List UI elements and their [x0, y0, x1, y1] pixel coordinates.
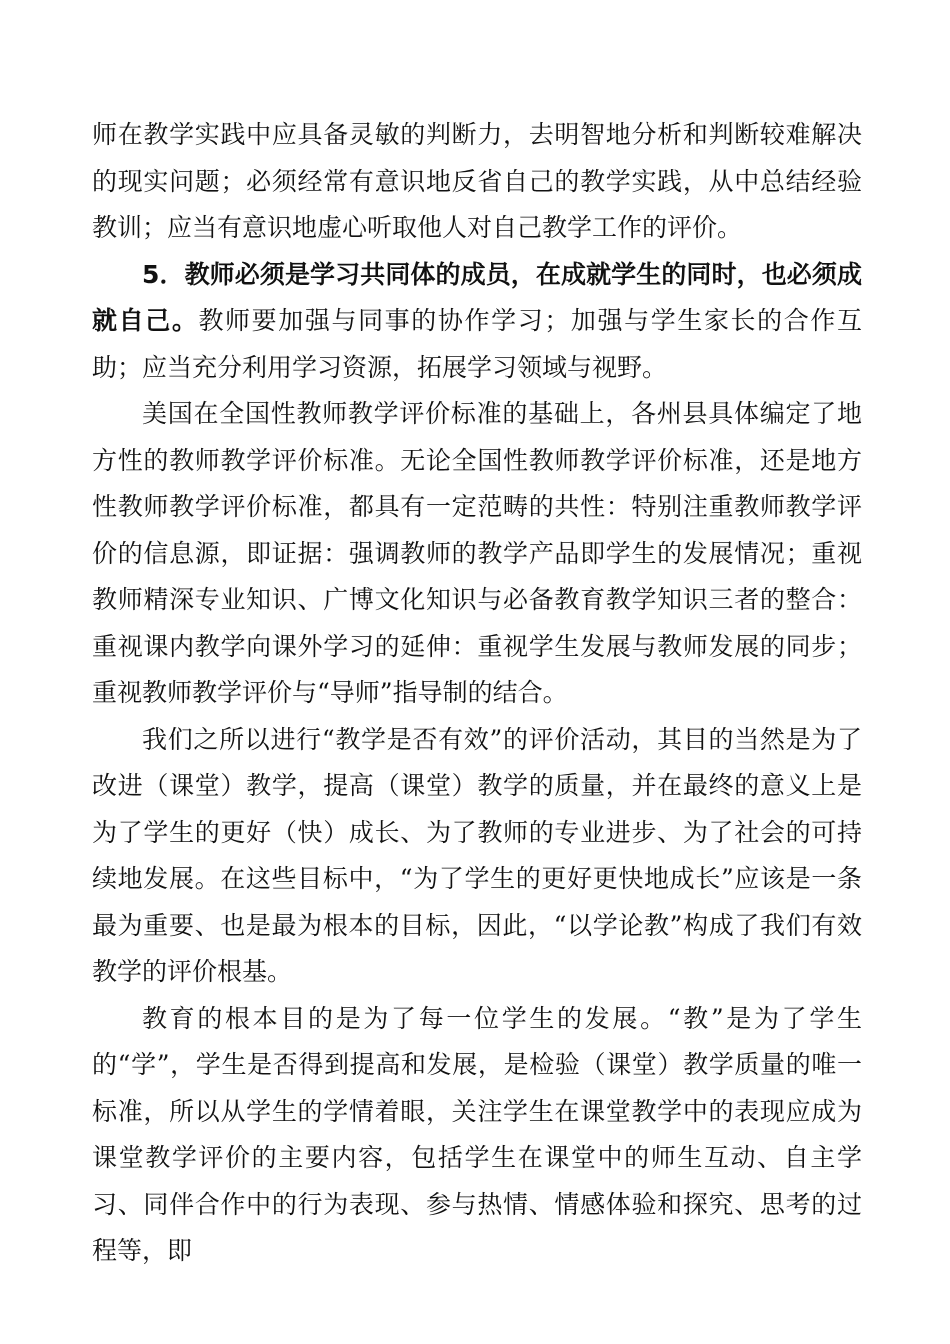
paragraph-3-text: 美国在全国性教师教学评价标准的基础上，各州县具体编定了地方性的教师教学评价标准。无论全国性教师教学评价标准，还是地方性教师教学评价标准，都具有一定范畴的共性：特别注重教师教学评价的信息源，即证据：强调教师的教学产品即学生的发展情况；重视教师精深专业知识、广博文化知识与必备教育教学知识三者的整合：重视课内教学向课外学习的延伸：重视学生发展与教师发展的同步；重视教师教学评价与“导师”指导制的结合。: [92, 399, 862, 707]
paragraph-2-text: 教师要加强与同事的协作学习；加强与学生家长的合作互助；应当充分利用学习资源，拓展学习领域与视野。: [92, 306, 862, 382]
paragraph-1: [92, 112, 862, 252]
paragraph-5-text: 教育的根本目的是为了每一位学生的发展。“教”是为了学生的“学”，学生是否得到提高和发展，是检验（课堂）教学质量的唯一标准，所以从学生的学情着眼，关注学生在课堂教学中的表现应成为课堂教学评价的主要内容，包括学生在课堂中的师生互动、自主学习、同伴合作中的行为表现、参与热情、情感体验和探究、思考的过程等，即: [92, 1003, 862, 1265]
paragraph-2: [92, 252, 862, 392]
paragraph-3: [92, 391, 862, 717]
paragraph-4: [92, 717, 862, 996]
document-body: [92, 112, 862, 1275]
paragraph-5: [92, 996, 862, 1275]
paragraph-4-text: 我们之所以进行“教学是否有效”的评价活动，其目的当然是为了改进（课堂）教学，提高（课堂）教学的质量，并在最终的意义上是为了学生的更好（快）成长、为了教师的专业进步、为了社会的可持续地发展。在这些目标中，“为了学生的更好更快地成长”应该是一条最为重要、也是最为根本的目标，因此，“以学论教”构成了我们有效教学的评价根基。: [92, 724, 862, 986]
paragraph-2-bold-lead: 5．教师必须是学习共同体的成员，在成就学生的同时，也必须成就自己。: [92, 259, 862, 335]
paragraph-1-text: 师在教学实践中应具备灵敏的判断力，去明智地分析和判断较难解决的现实问题；必须经常有意识地反省自己的教学实践，从中总结经验教训；应当有意识地虚心听取他人对自己教学工作的评价。: [92, 120, 862, 242]
